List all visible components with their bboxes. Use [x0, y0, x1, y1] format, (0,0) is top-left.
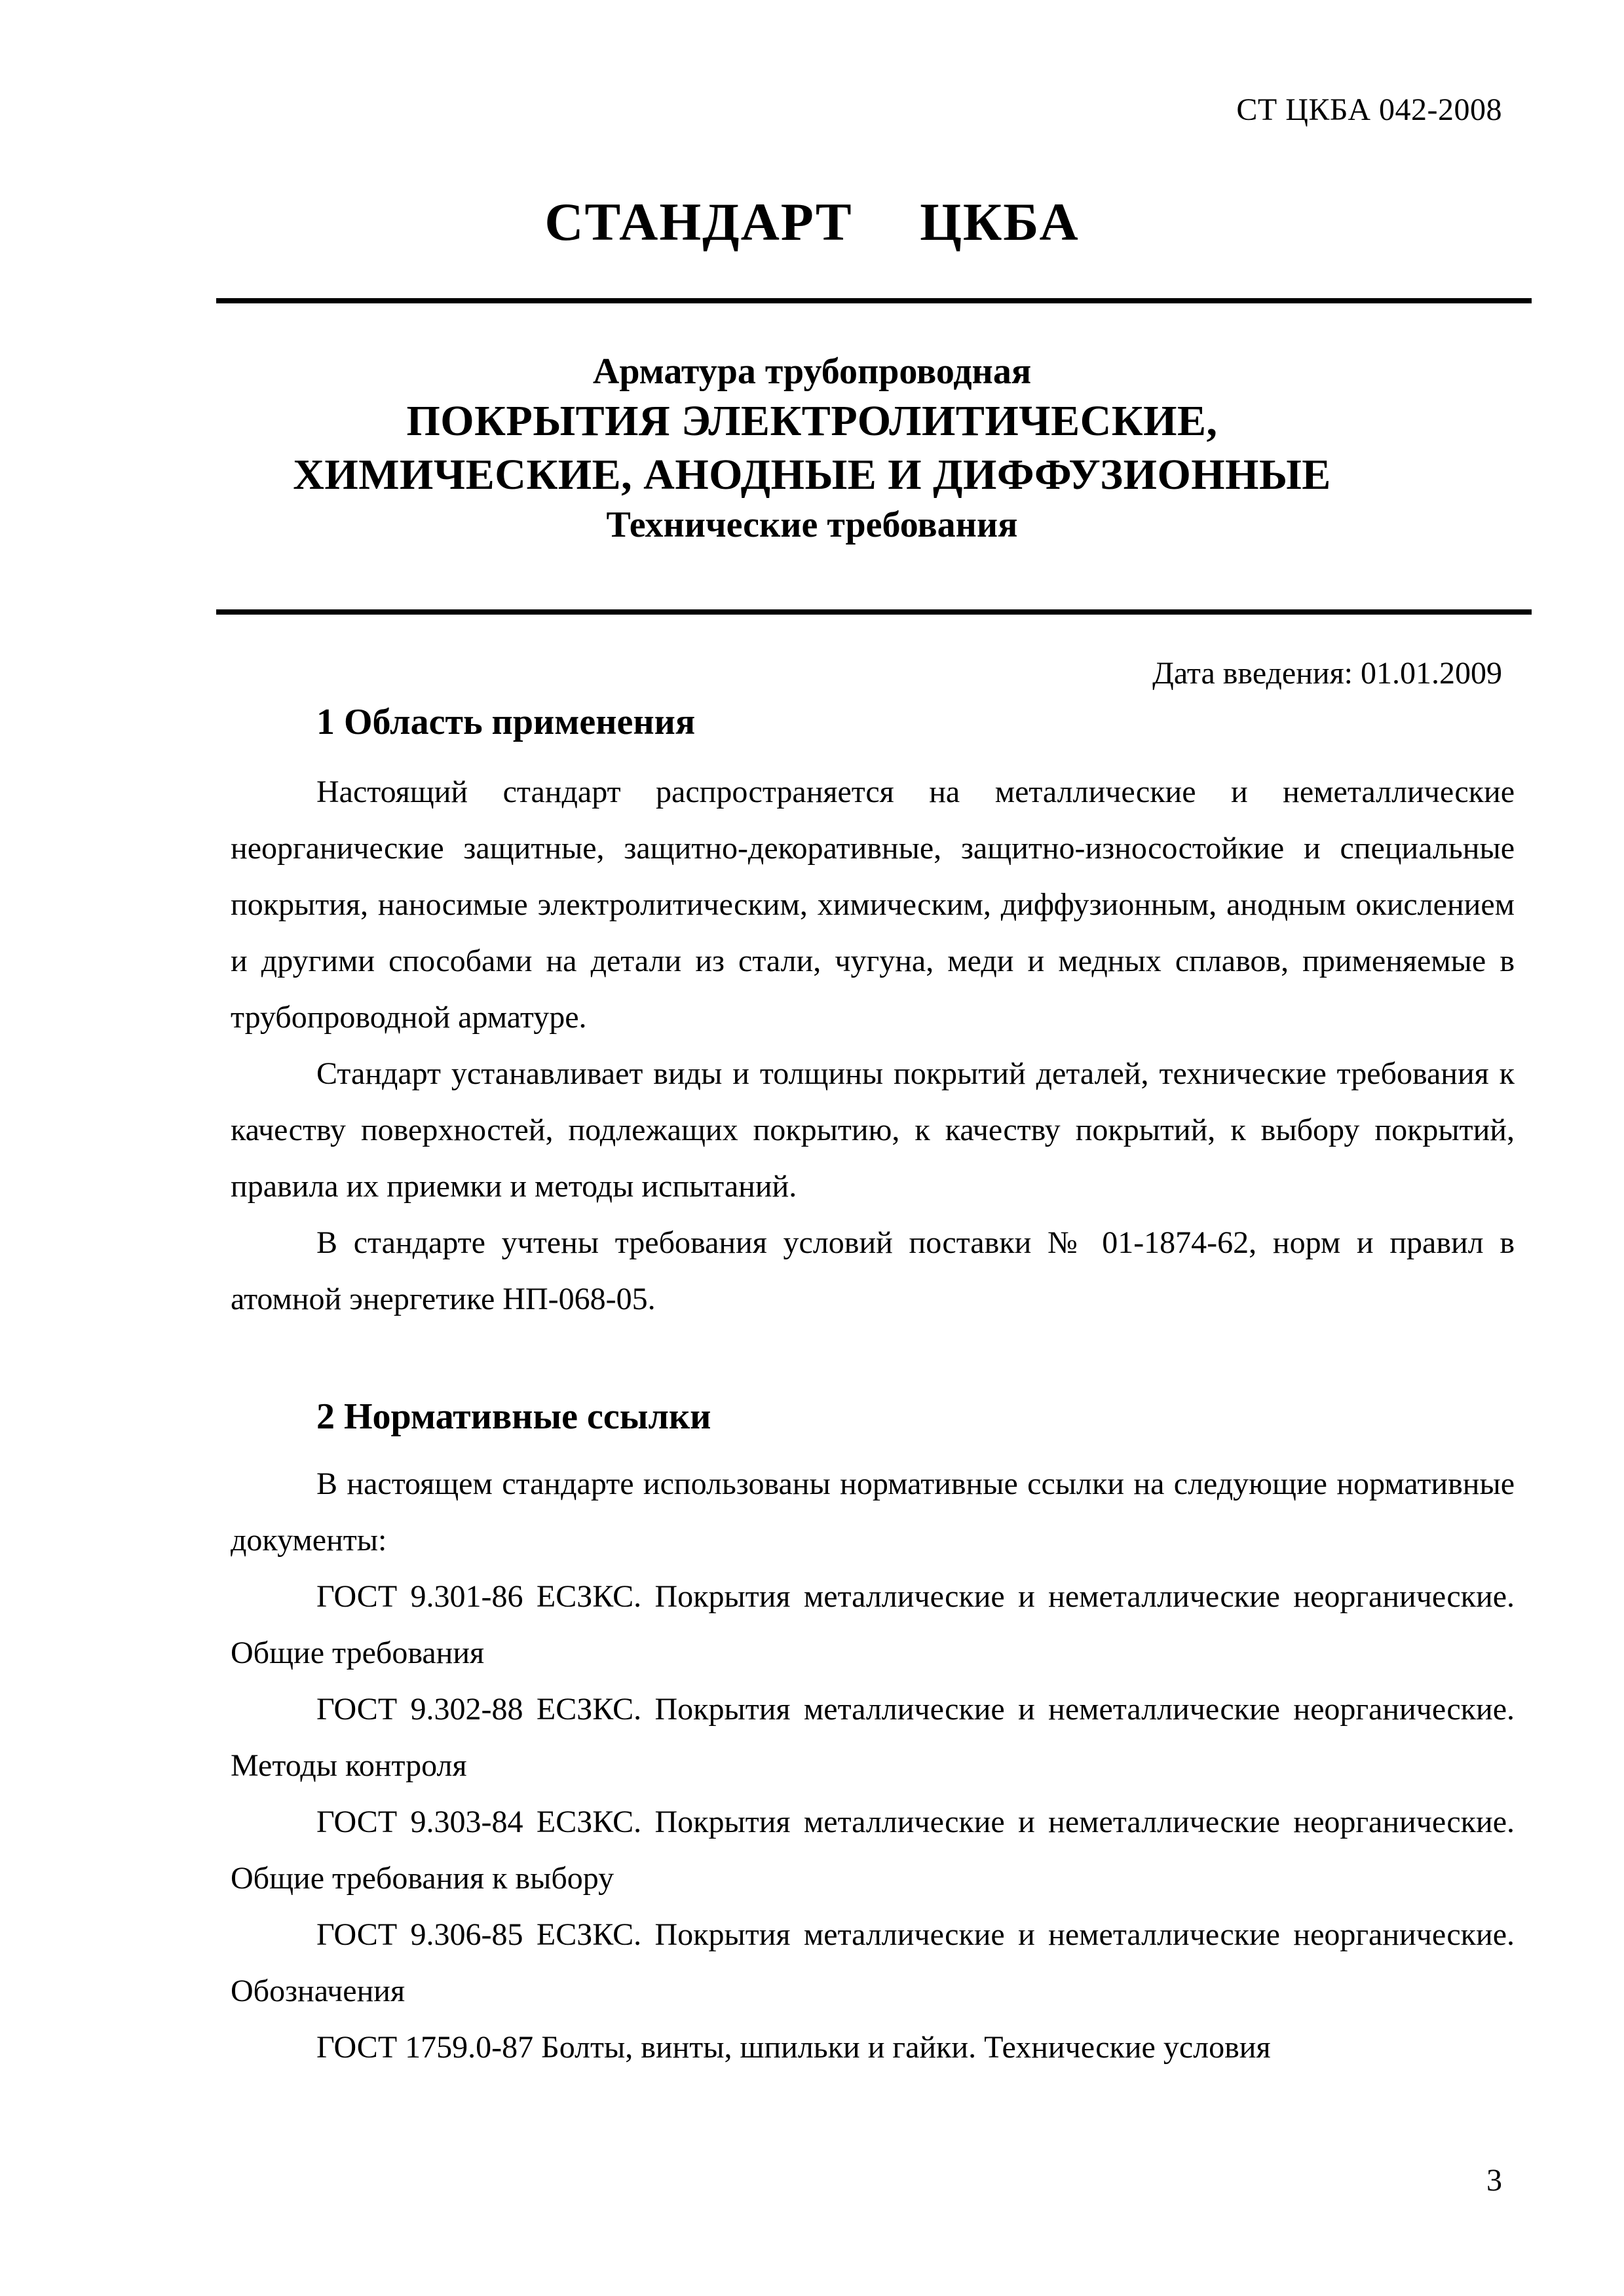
title-block — [0, 349, 1624, 548]
main-title-line-1: ПОКРЫТИЯ ЭЛЕКТРОЛИТИЧЕСКИЕ, — [406, 397, 1218, 445]
section-1-title: 1 Область применения — [316, 702, 696, 742]
top-divider — [216, 298, 1532, 303]
main-title-line-2: ХИМИЧЕСКИЕ, АНОДНЫЕ И ДИФФУЗИОННЫЕ — [293, 451, 1331, 499]
page-number: 3 — [1486, 2163, 1502, 2198]
reference-item: ГОСТ 1759.0-87 Болты, винты, шпильки и гайки. Технические условия — [316, 2030, 1271, 2065]
section-1-paragraph: В стандарте учтены требования условий поставки № 01-1874-62, норм и правил в атомной энергетике НП-068-05. — [231, 1225, 1515, 1316]
section-2-title: 2 Нормативные ссылки — [316, 1396, 711, 1437]
document-code: СТ ЦКБА 042-2008 — [1236, 92, 1502, 127]
bottom-divider — [216, 609, 1532, 615]
document-subject: Арматура трубопроводная — [592, 351, 1032, 392]
introduction-date: Дата введения: 01.01.2009 — [1152, 656, 1502, 691]
standard-title: СТАНДАРТ ЦКБА — [544, 192, 1080, 252]
section-1-paragraph: Стандарт устанавливает виды и толщины покрытий деталей, технические требования к качеству поверхностей, подлежащих покрытию, к качеству покрытий, к выбору покрытий, правила их приемки и методы испытаний. — [231, 1056, 1515, 1204]
section-1-body — [231, 764, 1515, 1328]
section-2-intro: В настоящем стандарте использованы нормативные ссылки на следующие нормативные документы: — [231, 1466, 1515, 1558]
reference-item: ГОСТ 9.303-84 ЕСЗКС. Покрытия металлические и неметаллические неорганические. Общие требования к выбору — [231, 1805, 1515, 1896]
reference-item: ГОСТ 9.306-85 ЕСЗКС. Покрытия металлические и неметаллические неорганические. Обозначения — [231, 1917, 1515, 2008]
section-2-body — [231, 1456, 1515, 2076]
section-1-paragraph: Настоящий стандарт распространяется на металлические и неметаллические неорганические защитные, защитно-декоративные, защитно-износостойкие и специальные покрытия, наносимые электролитическим, химическим, диффузионным, анодным окислением и другими способами на детали из стали, чугуна, меди и медных сплавов, применяемые в трубопроводной арматуре. — [231, 775, 1515, 1035]
reference-item: ГОСТ 9.301-86 ЕСЗКС. Покрытия металлические и неметаллические неорганические. Общие требования — [231, 1579, 1515, 1670]
document-type: Технические требования — [606, 505, 1018, 545]
reference-item: ГОСТ 9.302-88 ЕСЗКС. Покрытия металлические и неметаллические неорганические. Методы контроля — [231, 1692, 1515, 1783]
